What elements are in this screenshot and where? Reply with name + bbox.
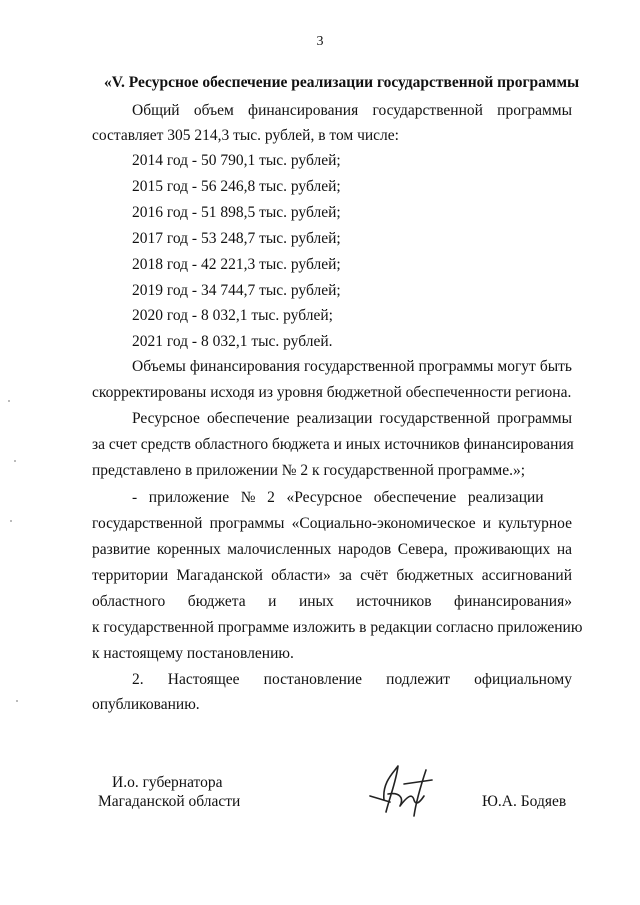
para3-line3: представлено в приложении № 2 к государственной программе.»;: [92, 462, 526, 479]
year-2018: 2018 год - 42 221,3 тыс. рублей;: [132, 256, 341, 273]
para5-line2: опубликованию.: [92, 696, 200, 713]
para4-line5: областного бюджета и иных источников финансирования»: [92, 593, 572, 610]
para3-line2: за счет средств областного бюджета и иных источников финансирования: [92, 436, 574, 453]
signatory-role-line2: Магаданской области: [98, 793, 241, 810]
para4-line3: развитие коренных малочисленных народов Севера, проживающих на: [92, 541, 572, 558]
year-2016: 2016 год - 51 898,5 тыс. рублей;: [132, 204, 341, 221]
scan-speck: [14, 460, 16, 462]
para4-line2: государственной программы «Социально-экономическое и культурное: [92, 515, 572, 532]
para4-line6: к государственной программе изложить в редакции согласно приложению: [92, 619, 583, 636]
year-2015: 2015 год - 56 246,8 тыс. рублей;: [132, 178, 341, 195]
signatory-name: Ю.А. Бодяев: [482, 793, 567, 810]
para1-line1: Общий объем финансирования государственной программы: [132, 102, 572, 119]
year-2019: 2019 год - 34 744,7 тыс. рублей;: [132, 282, 341, 299]
para1-line2: составляет 305 214,3 тыс. рублей, в том числе:: [92, 127, 399, 144]
para4-line7: к настоящему постановлению.: [92, 645, 294, 662]
para2-line1: Объемы финансирования государственной программы могут быть: [132, 358, 572, 375]
scan-speck: [10, 520, 12, 522]
year-2017: 2017 год - 53 248,7 тыс. рублей;: [132, 230, 341, 247]
para5-line1: 2. Настоящее постановление подлежит официальному: [132, 671, 572, 688]
section-heading: «V. Ресурсное обеспечение реализации государственной программы: [104, 74, 580, 91]
para4-line4: территории Магаданской области» за счёт бюджетных ассигнований: [92, 567, 572, 584]
signatory-role-line1: И.о. губернатора: [112, 774, 223, 791]
year-2021: 2021 год - 8 032,1 тыс. рублей.: [132, 333, 333, 350]
handwritten-signature: [360, 762, 450, 822]
para2-line2: скорректированы исходя из уровня бюджетной обеспеченности региона.: [92, 384, 572, 401]
year-2020: 2020 год - 8 032,1 тыс. рублей;: [132, 307, 333, 324]
scan-speck: [8, 400, 10, 402]
year-2014: 2014 год - 50 790,1 тыс. рублей;: [132, 152, 341, 169]
para4-line1: - приложение № 2 «Ресурсное обеспечение реализации: [132, 489, 544, 506]
scan-speck: [16, 700, 18, 702]
para3-line1: Ресурсное обеспечение реализации государственной программы: [132, 410, 572, 427]
page-number: 3: [316, 34, 324, 49]
